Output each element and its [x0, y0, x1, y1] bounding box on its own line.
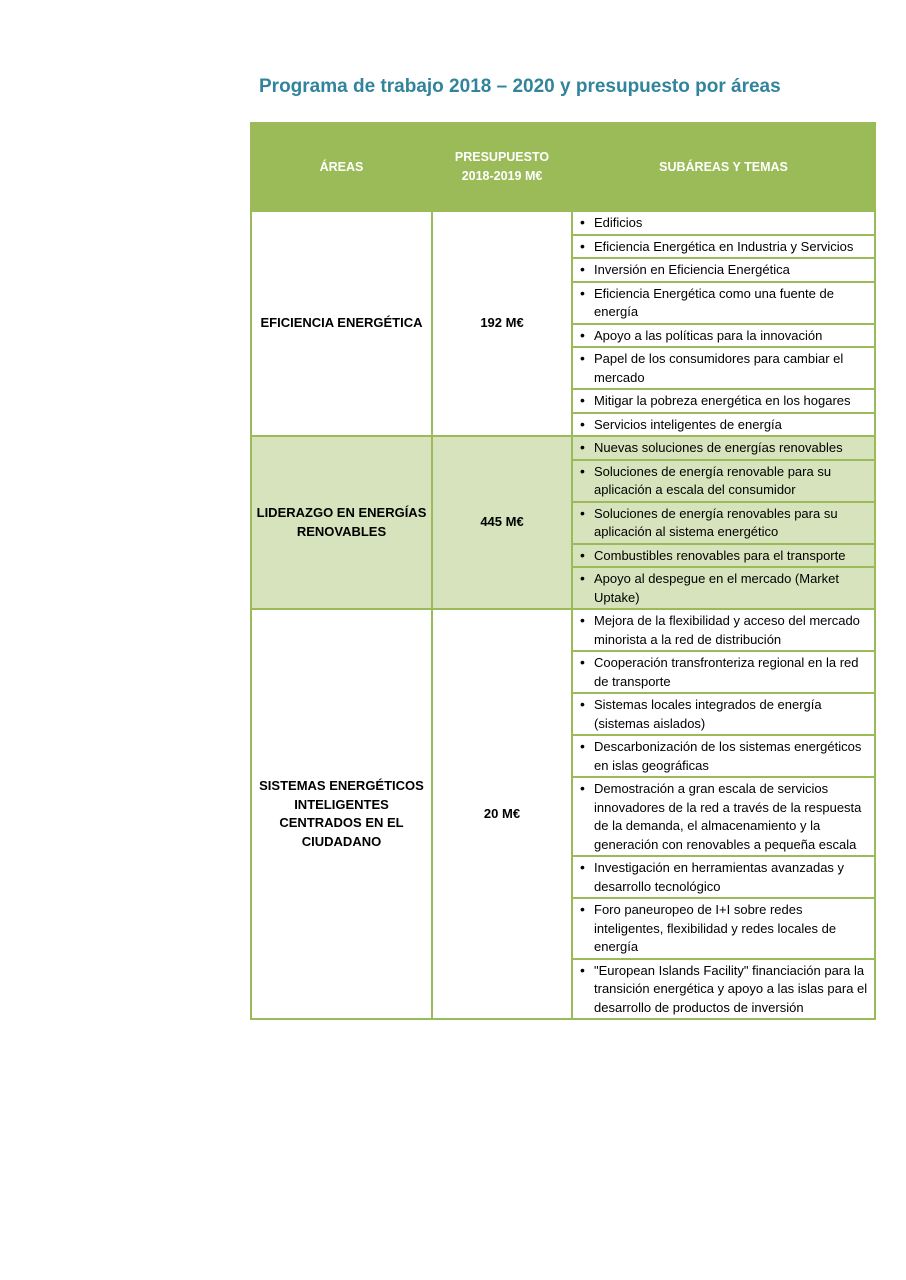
- header-budget-line1: PRESUPUESTO: [454, 150, 550, 164]
- topic-list: [573, 610, 874, 1018]
- area-group: [251, 609, 875, 1019]
- list-item: • Apoyo al despegue en el mercado (Market Uptake): [573, 568, 874, 608]
- list-item: • Foro paneuropeo de I+I sobre redes inteligentes, flexibilidad y redes locales de energía: [573, 899, 874, 960]
- header-areas: ÁREAS: [251, 123, 432, 211]
- list-item: • Apoyo a las políticas para la innovación: [573, 325, 874, 349]
- area-name: EFICIENCIA ENERGÉTICA: [251, 211, 432, 436]
- list-item: • Servicios inteligentes de energía: [573, 414, 874, 436]
- topic-list: [573, 212, 874, 435]
- list-item: • Inversión en Eficiencia Energética: [573, 259, 874, 283]
- area-topics: [572, 609, 875, 1019]
- area-budget: 445 M€: [432, 436, 572, 609]
- area-name: LIDERAZGO EN ENERGÍAS RENOVABLES: [251, 436, 432, 609]
- list-item: • Soluciones de energía renovable para su aplicación a escala del consumidor: [573, 461, 874, 503]
- list-item: • Combustibles renovables para el transporte: [573, 545, 874, 569]
- table-row: [251, 211, 875, 436]
- list-item: • Descarbonización de los sistemas energéticos en islas geográficas: [573, 736, 874, 778]
- page-title: Programa de trabajo 2018 – 2020 y presupuesto por áreas: [259, 76, 781, 97]
- table-row: [251, 436, 875, 609]
- area-budget: 20 M€: [432, 609, 572, 1019]
- header-budget-line2: 2018-2019 M€: [461, 169, 543, 183]
- table-row: [251, 609, 875, 1019]
- list-item: • Edificios: [573, 212, 874, 236]
- list-item: • Eficiencia Energética en Industria y Servicios: [573, 236, 874, 260]
- budget-table: [250, 122, 876, 1020]
- area-name: SISTEMAS ENERGÉTICOS INTELIGENTES CENTRADOS EN EL CIUDADANO: [251, 609, 432, 1019]
- area-topics: [572, 211, 875, 436]
- header-budget: [432, 123, 572, 211]
- list-item: • Papel de los consumidores para cambiar el mercado: [573, 348, 874, 390]
- list-item: • Soluciones de energía renovables para su aplicación al sistema energético: [573, 503, 874, 545]
- header-topics: SUBÁREAS Y TEMAS: [572, 123, 875, 211]
- topic-list: [573, 437, 874, 608]
- list-item: • Nuevas soluciones de energías renovables: [573, 437, 874, 461]
- area-group: [251, 436, 875, 609]
- list-item: • Investigación en herramientas avanzadas y desarrollo tecnológico: [573, 857, 874, 899]
- list-item: • Mitigar la pobreza energética en los hogares: [573, 390, 874, 414]
- area-budget: 192 M€: [432, 211, 572, 436]
- list-item: • Cooperación transfronteriza regional en la red de transporte: [573, 652, 874, 694]
- area-group: [251, 211, 875, 436]
- list-item: • Sistemas locales integrados de energía (sistemas aislados): [573, 694, 874, 736]
- list-item: • Demostración a gran escala de servicios innovadores de la red a través de la respuesta de la demanda, el almacenamiento y la generación con renovables a pequeña escala: [573, 778, 874, 857]
- area-topics: [572, 436, 875, 609]
- table-header: [251, 123, 875, 211]
- list-item: • Mejora de la flexibilidad y acceso del mercado minorista a la red de distribución: [573, 610, 874, 652]
- list-item: • "European Islands Facility" financiación para la transición energética y apoyo a las islas para el desarrollo de productos de inversión: [573, 960, 874, 1019]
- list-item: • Eficiencia Energética como una fuente de energía: [573, 283, 874, 325]
